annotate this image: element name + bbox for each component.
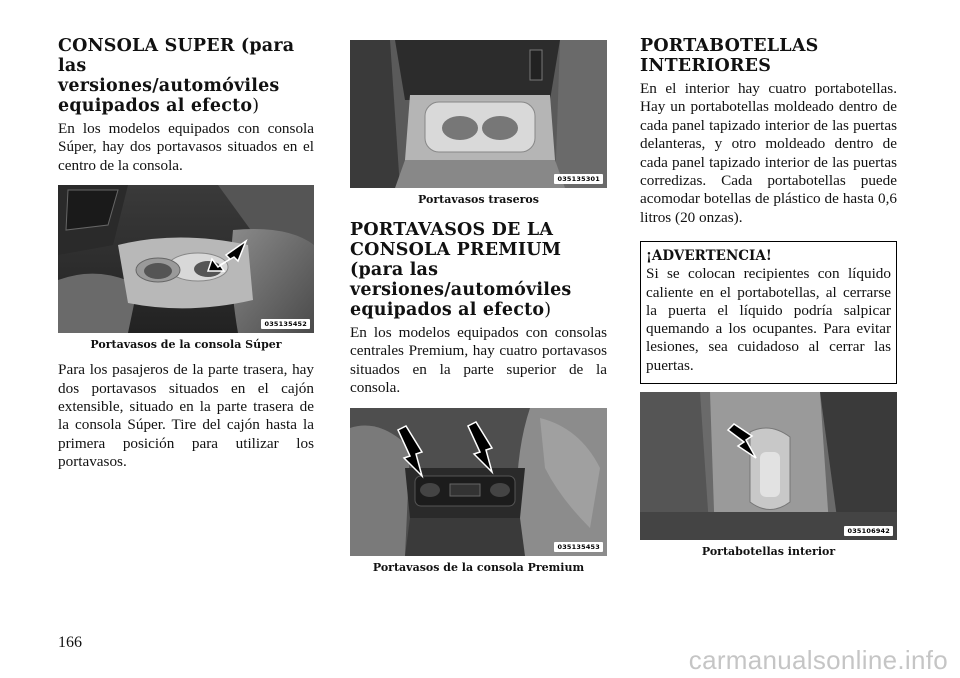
figure-code: 035106942 xyxy=(844,526,893,536)
warning-title: ¡ADVERTENCIA! xyxy=(646,248,772,265)
photo-bottle-holder xyxy=(640,392,897,540)
figure-code: 035135452 xyxy=(261,319,310,329)
page-number: 166 xyxy=(58,634,82,651)
caption-premium-console: Portavasos de la consola Premium xyxy=(372,560,585,574)
photo-premium-console xyxy=(350,408,607,556)
photo-super-console xyxy=(58,185,314,333)
column-right xyxy=(640,36,897,558)
section-heading-bottle-holders: PORTABOTELLAS INTERIORES xyxy=(640,36,819,76)
figure-code: 035135301 xyxy=(554,174,603,184)
photo-rear-cupholders xyxy=(350,40,607,188)
warning-text: Si se colocan recipientes con líquido caliente en el portabotellas, al cerrarse la puerta el líquido podría salpicar quemando a los ocupantes. Para evitar lesiones, sea cuidadoso al cerrar las puertas. xyxy=(646,265,891,374)
premium-console-text: En los modelos equipados con consolas centrales Premium, hay cuatro portavasos situados en la parte superior de la consola. xyxy=(350,324,607,397)
caption-super-console: Portavasos de la consola Súper xyxy=(90,338,282,352)
section-heading-premium-console: PORTAVASOS DE LA CONSOLA PREMIUM (para las versiones/automóviles equipados al efecto) xyxy=(350,220,572,320)
watermark: carmanualsonline.info xyxy=(688,645,948,675)
bottle-holder-illustration xyxy=(640,392,897,540)
column-left xyxy=(58,36,314,472)
bottle-holders-text: En el interior hay cuatro portabotellas. Hay un portabotellas moldeado dentro de cada panel tapizado interior de las puertas delanteras, y otro moldeado dentro de cada panel tapizado interior de las puertas corredizas. Cada portabotellas puede acomodar botellas de plástico de hasta 0,6 litros (20 onzas). xyxy=(640,80,897,226)
rear-cupholders-illustration xyxy=(350,40,607,188)
column-middle xyxy=(350,40,607,574)
super-console-intro: En los modelos equipados con consola Súper, hay dos portavasos situados en el centro de la consola. xyxy=(58,120,314,174)
super-console-illustration xyxy=(58,185,314,333)
caption-rear-cupholders: Portavasos traseros xyxy=(418,193,539,206)
premium-console-illustration xyxy=(350,408,607,556)
figure-code: 035135453 xyxy=(554,542,603,552)
super-console-rear-text: Para los pasajeros de la parte trasera, hay dos portavasos situados en el cajón extensible, situado en la parte trasera de la consola Súper. Tire del cajón hasta la primera posición para utilizar los portavasos. xyxy=(58,361,314,471)
caption-bottle-holder: Portabotellas interior xyxy=(701,545,836,559)
section-heading-super-console: CONSOLA SUPER (para las versiones/automóviles equipados al efecto) xyxy=(58,36,295,116)
warning-box xyxy=(640,241,897,384)
